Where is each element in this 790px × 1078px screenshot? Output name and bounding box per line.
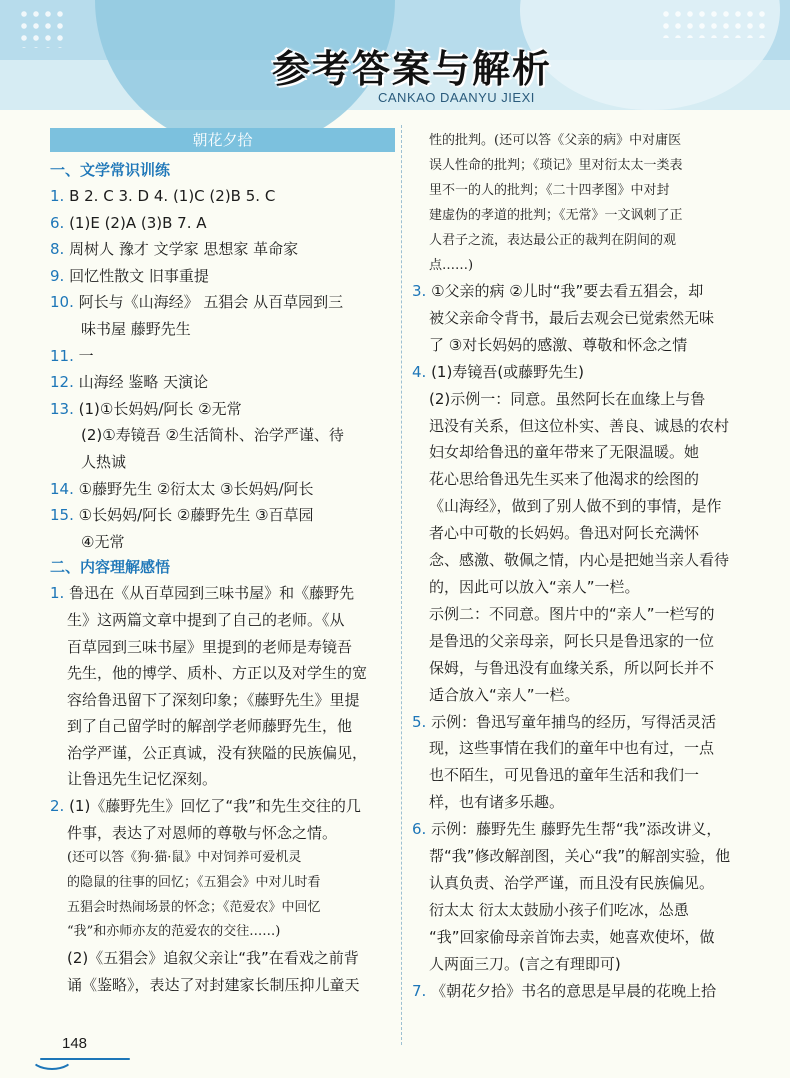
question-number: 15. bbox=[50, 506, 74, 525]
answer-text: (1)《藤野先生》回忆了“我”和先生交往的几 bbox=[64, 797, 361, 816]
answer-text: 者心中可敬的长妈妈。鲁迅对阿长充满怀 bbox=[429, 524, 700, 543]
answer-text: 性的批判。(还可以答《父亲的病》中对庸医 bbox=[429, 133, 682, 148]
answer-line bbox=[412, 709, 757, 736]
answer-text: 生》这两篇文章中提到了自己的老师。《从 bbox=[67, 610, 345, 629]
answer-text: ①长妈妈/阿长 ②藤野先生 ③百草园 bbox=[73, 506, 314, 525]
answer-line bbox=[412, 128, 757, 153]
answer-line bbox=[50, 369, 395, 396]
answer-line bbox=[50, 449, 395, 476]
question-number: 6. bbox=[412, 820, 427, 839]
answer-line bbox=[412, 439, 757, 466]
answer-text: 认真负责、治学严谨，而且没有民族偏见。 bbox=[429, 873, 715, 892]
answer-text: 《朝花夕拾》书名的意思是早晨的花晚上拾 bbox=[426, 981, 717, 1000]
answer-text: 到了自己留学时的解剖学老师藤野先生，他 bbox=[67, 717, 353, 736]
answer-text: 周树人 豫才 文学家 思想家 革命家 bbox=[64, 240, 299, 259]
answer-line bbox=[412, 601, 757, 628]
answer-line bbox=[412, 359, 757, 386]
page-title: 参考答案与解析 bbox=[272, 47, 553, 91]
question-number: 7. bbox=[412, 981, 427, 1000]
answer-text: 百草园到三味书屋》里提到的老师是寿镜吾 bbox=[67, 637, 353, 656]
answer-line bbox=[412, 816, 757, 843]
answer-line bbox=[50, 945, 395, 972]
answer-line bbox=[412, 843, 757, 870]
answer-text: (2)《五猖会》追叙父亲让“我”在看戏之前背 bbox=[67, 949, 359, 968]
answer-line bbox=[412, 897, 757, 924]
answer-line bbox=[412, 574, 757, 601]
answer-line bbox=[412, 762, 757, 789]
answer-line bbox=[412, 178, 757, 203]
answer-text: 人君子之流，表达最公正的裁判在阴间的观 bbox=[429, 233, 677, 248]
answer-line bbox=[412, 278, 757, 305]
answer-text: (1)寿镜吾(或藤野先生) bbox=[426, 362, 585, 381]
question-number: 6. bbox=[50, 213, 65, 232]
answer-text: 里不一的人的批判；《二十四孝图》中对封 bbox=[429, 183, 670, 198]
answer-line bbox=[412, 547, 757, 574]
answer-line bbox=[50, 820, 395, 847]
answer-line bbox=[412, 682, 757, 709]
question-number: 5. bbox=[412, 712, 427, 731]
answer-line bbox=[412, 305, 757, 332]
answer-text: 花心思给鲁迅先生买来了他渴求的绘图的 bbox=[429, 470, 700, 489]
answer-text: 回忆性散文 旧事重提 bbox=[64, 266, 209, 285]
answer-line bbox=[412, 789, 757, 816]
answer-text: (1)①长妈妈/阿长 ②无常 bbox=[73, 399, 242, 418]
answer-line bbox=[412, 228, 757, 253]
answer-line bbox=[50, 972, 395, 999]
answer-text: 样，也有诸多乐趣。 bbox=[429, 793, 565, 812]
section-heading-comprehension: 二、内容理解感悟 bbox=[50, 558, 171, 577]
section-heading-literary: 一、文学常识训练 bbox=[50, 161, 171, 179]
answer-line bbox=[412, 870, 757, 897]
question-number: 9. bbox=[50, 266, 65, 285]
answer-text: “我”回家偷母亲首饰去卖，她喜欢使坏，做 bbox=[429, 927, 715, 946]
right-column-answers bbox=[412, 128, 757, 1004]
footer-line-decoration bbox=[40, 1058, 130, 1060]
question-number: 4. bbox=[412, 362, 427, 381]
answer-text: ①藤野先生 ②衍太太 ③长妈妈/阿长 bbox=[73, 479, 314, 498]
answer-text: 是鲁迅的父亲母亲，阿长只是鲁迅家的一位 bbox=[429, 631, 715, 650]
answer-line bbox=[412, 413, 757, 440]
answer-text: 的，因此可以放入“亲人”一栏。 bbox=[429, 577, 640, 596]
dot-pattern-decoration-left bbox=[18, 8, 68, 48]
dot-pattern-decoration bbox=[660, 8, 770, 38]
section-comprehension-answers bbox=[50, 580, 395, 998]
question-number: 14. bbox=[50, 479, 74, 498]
answer-line bbox=[50, 607, 395, 634]
answer-line bbox=[50, 529, 395, 556]
answer-line bbox=[412, 332, 757, 359]
question-number: 13. bbox=[50, 399, 74, 418]
answer-text: 治学严谨，公正真诚，没有狭隘的民族偏见， bbox=[67, 743, 368, 762]
question-number: 2. bbox=[50, 797, 65, 816]
answer-line bbox=[50, 316, 395, 343]
answer-line bbox=[412, 520, 757, 547]
answer-line bbox=[50, 422, 395, 449]
answer-text: 误人性命的批判；《琐记》里对衍太太一类表 bbox=[429, 158, 683, 173]
answer-text: B 2. C 3. D 4. (1)C (2)B 5. C bbox=[64, 187, 276, 205]
answer-line bbox=[50, 793, 395, 820]
answer-line bbox=[412, 386, 757, 413]
answer-line bbox=[50, 396, 395, 423]
answer-text: 容给鲁迅留下了深刻印象；《藤野先生》里提 bbox=[67, 690, 360, 709]
chapter-banner: 朝花夕拾 bbox=[50, 128, 395, 152]
answer-text: 点……) bbox=[429, 258, 474, 273]
answer-line bbox=[50, 289, 395, 316]
answer-line bbox=[50, 183, 395, 210]
answer-text: 妇女却给鲁迅的童年带来了无限温暖。她 bbox=[429, 443, 700, 462]
answer-text: 鲁迅在《从百草园到三味书屋》和《藤野先 bbox=[64, 584, 355, 603]
answer-text: 保姆，与鲁迅没有血缘关系，所以阿长并不 bbox=[429, 658, 715, 677]
answer-line bbox=[50, 502, 395, 529]
answer-line bbox=[50, 210, 395, 237]
column-divider bbox=[401, 125, 403, 1045]
answer-text: 建虚伪的孝道的批判；《无常》一文讽刺了正 bbox=[429, 208, 683, 223]
answer-text: (2)示例一：同意。虽然阿长在血缘上与鲁 bbox=[429, 389, 706, 408]
answer-text: 念、感激、敬佩之情，内心是把她当亲人看待 bbox=[429, 551, 730, 570]
page-subtitle-pinyin: CANKAO DAANYU JIEXI bbox=[378, 90, 535, 105]
answer-text: 《山海经》，做到了别人做不到的事情，是作 bbox=[429, 497, 722, 516]
answer-text: (1)E (2)A (3)B 7. A bbox=[64, 213, 207, 232]
question-number: 12. bbox=[50, 373, 74, 392]
question-number: 11. bbox=[50, 346, 74, 365]
answer-text: 人两面三刀。(言之有理即可) bbox=[429, 954, 621, 973]
answer-line bbox=[412, 628, 757, 655]
answer-text: 也不陌生，可见鲁迅的童年生活和我们一 bbox=[429, 766, 700, 785]
section-literary-answers bbox=[50, 183, 395, 555]
answer-text: 示例二：不同意。图片中的“亲人”一栏写的 bbox=[429, 604, 715, 623]
answer-text: 人热诚 bbox=[81, 452, 127, 471]
question-number: 3. bbox=[412, 282, 427, 300]
answer-line bbox=[412, 493, 757, 520]
answer-line bbox=[50, 660, 395, 687]
answer-line bbox=[412, 203, 757, 228]
answer-line bbox=[50, 713, 395, 740]
answer-text: 味书屋 藤野先生 bbox=[81, 319, 191, 338]
answer-line bbox=[50, 343, 395, 370]
answer-text: ①父亲的病 ②儿时“我”要去看五猖会，却 bbox=[426, 282, 704, 300]
answer-text: 的隐鼠的往事的回忆；《五猖会》中对儿时看 bbox=[67, 874, 321, 890]
answer-line bbox=[412, 466, 757, 493]
answer-text: 被父亲命令背书，最后去观会已觉索然无味 bbox=[429, 308, 715, 327]
answer-line bbox=[50, 896, 395, 921]
answer-line bbox=[50, 920, 395, 945]
answer-text: 现，这些事情在我们的童年中也有过，一点 bbox=[429, 739, 715, 758]
answer-line bbox=[50, 263, 395, 290]
answer-text: 适合放入“亲人”一栏。 bbox=[429, 685, 580, 704]
answer-line bbox=[412, 978, 757, 1005]
answer-text: 衍太太 衍太太鼓励小孩子们吃冰，怂恿 bbox=[429, 900, 689, 919]
answer-text: “我”和亦师亦友的范爱农的交往……) bbox=[67, 924, 281, 940]
answer-line bbox=[412, 735, 757, 762]
answer-text: 山海经 鉴略 天演论 bbox=[73, 373, 209, 392]
question-number: 1. bbox=[50, 584, 65, 603]
answer-line bbox=[412, 153, 757, 178]
answer-text: 件事，表达了对恩师的尊敬与怀念之情。 bbox=[67, 823, 338, 842]
answer-text: (还可以答《狗·猫·鼠》中对饲养可爱机灵 bbox=[67, 850, 302, 866]
left-column bbox=[50, 128, 395, 998]
answer-line bbox=[50, 687, 395, 714]
answer-text: 示例：藤野先生 藤野先生帮“我”添改讲义， bbox=[426, 820, 722, 839]
answer-line bbox=[50, 634, 395, 661]
answer-line bbox=[412, 924, 757, 951]
answer-text: (2)①寿镜吾 ②生活简朴、治学严谨、待 bbox=[81, 426, 344, 445]
page-number: 148 bbox=[62, 1035, 88, 1052]
answer-text: 了 ③对长妈妈的感激、尊敬和怀念之情 bbox=[429, 335, 688, 354]
answer-text: 帮“我”修改解剖图，关心“我”的解剖实验，他 bbox=[429, 847, 731, 866]
answer-line bbox=[50, 580, 395, 607]
answer-line bbox=[412, 951, 757, 978]
answer-text: 迅没有关系，但这位朴实、善良、诚恳的农村 bbox=[429, 416, 730, 435]
question-number: 1. bbox=[50, 187, 65, 205]
answer-line bbox=[412, 253, 757, 278]
answer-line bbox=[50, 846, 395, 871]
answer-line bbox=[50, 236, 395, 263]
answer-line bbox=[50, 766, 395, 793]
answer-text: 五猖会时热闹场景的怀念；《范爱农》中回忆 bbox=[67, 899, 321, 915]
answer-line bbox=[412, 655, 757, 682]
answer-text: 阿长与《山海经》 五猖会 从百草园到三 bbox=[73, 293, 344, 312]
answer-text: 先生，他的博学、质朴、方正以及对学生的宽 bbox=[67, 664, 368, 683]
question-number: 8. bbox=[50, 240, 65, 259]
answer-text: 示例：鲁迅写童年捕鸟的经历，写得活灵活 bbox=[426, 712, 717, 731]
answer-text: 让鲁迅先生记忆深刻。 bbox=[67, 770, 218, 789]
question-number: 10. bbox=[50, 293, 74, 312]
answer-line bbox=[50, 871, 395, 896]
answer-line bbox=[50, 476, 395, 503]
answer-line bbox=[50, 740, 395, 767]
right-column bbox=[412, 128, 757, 1004]
answer-text: 一 bbox=[73, 346, 94, 365]
answer-text: 诵《鉴略》，表达了对封建家长制压抑儿童天 bbox=[67, 975, 360, 994]
answer-text: ④无常 bbox=[81, 532, 125, 551]
